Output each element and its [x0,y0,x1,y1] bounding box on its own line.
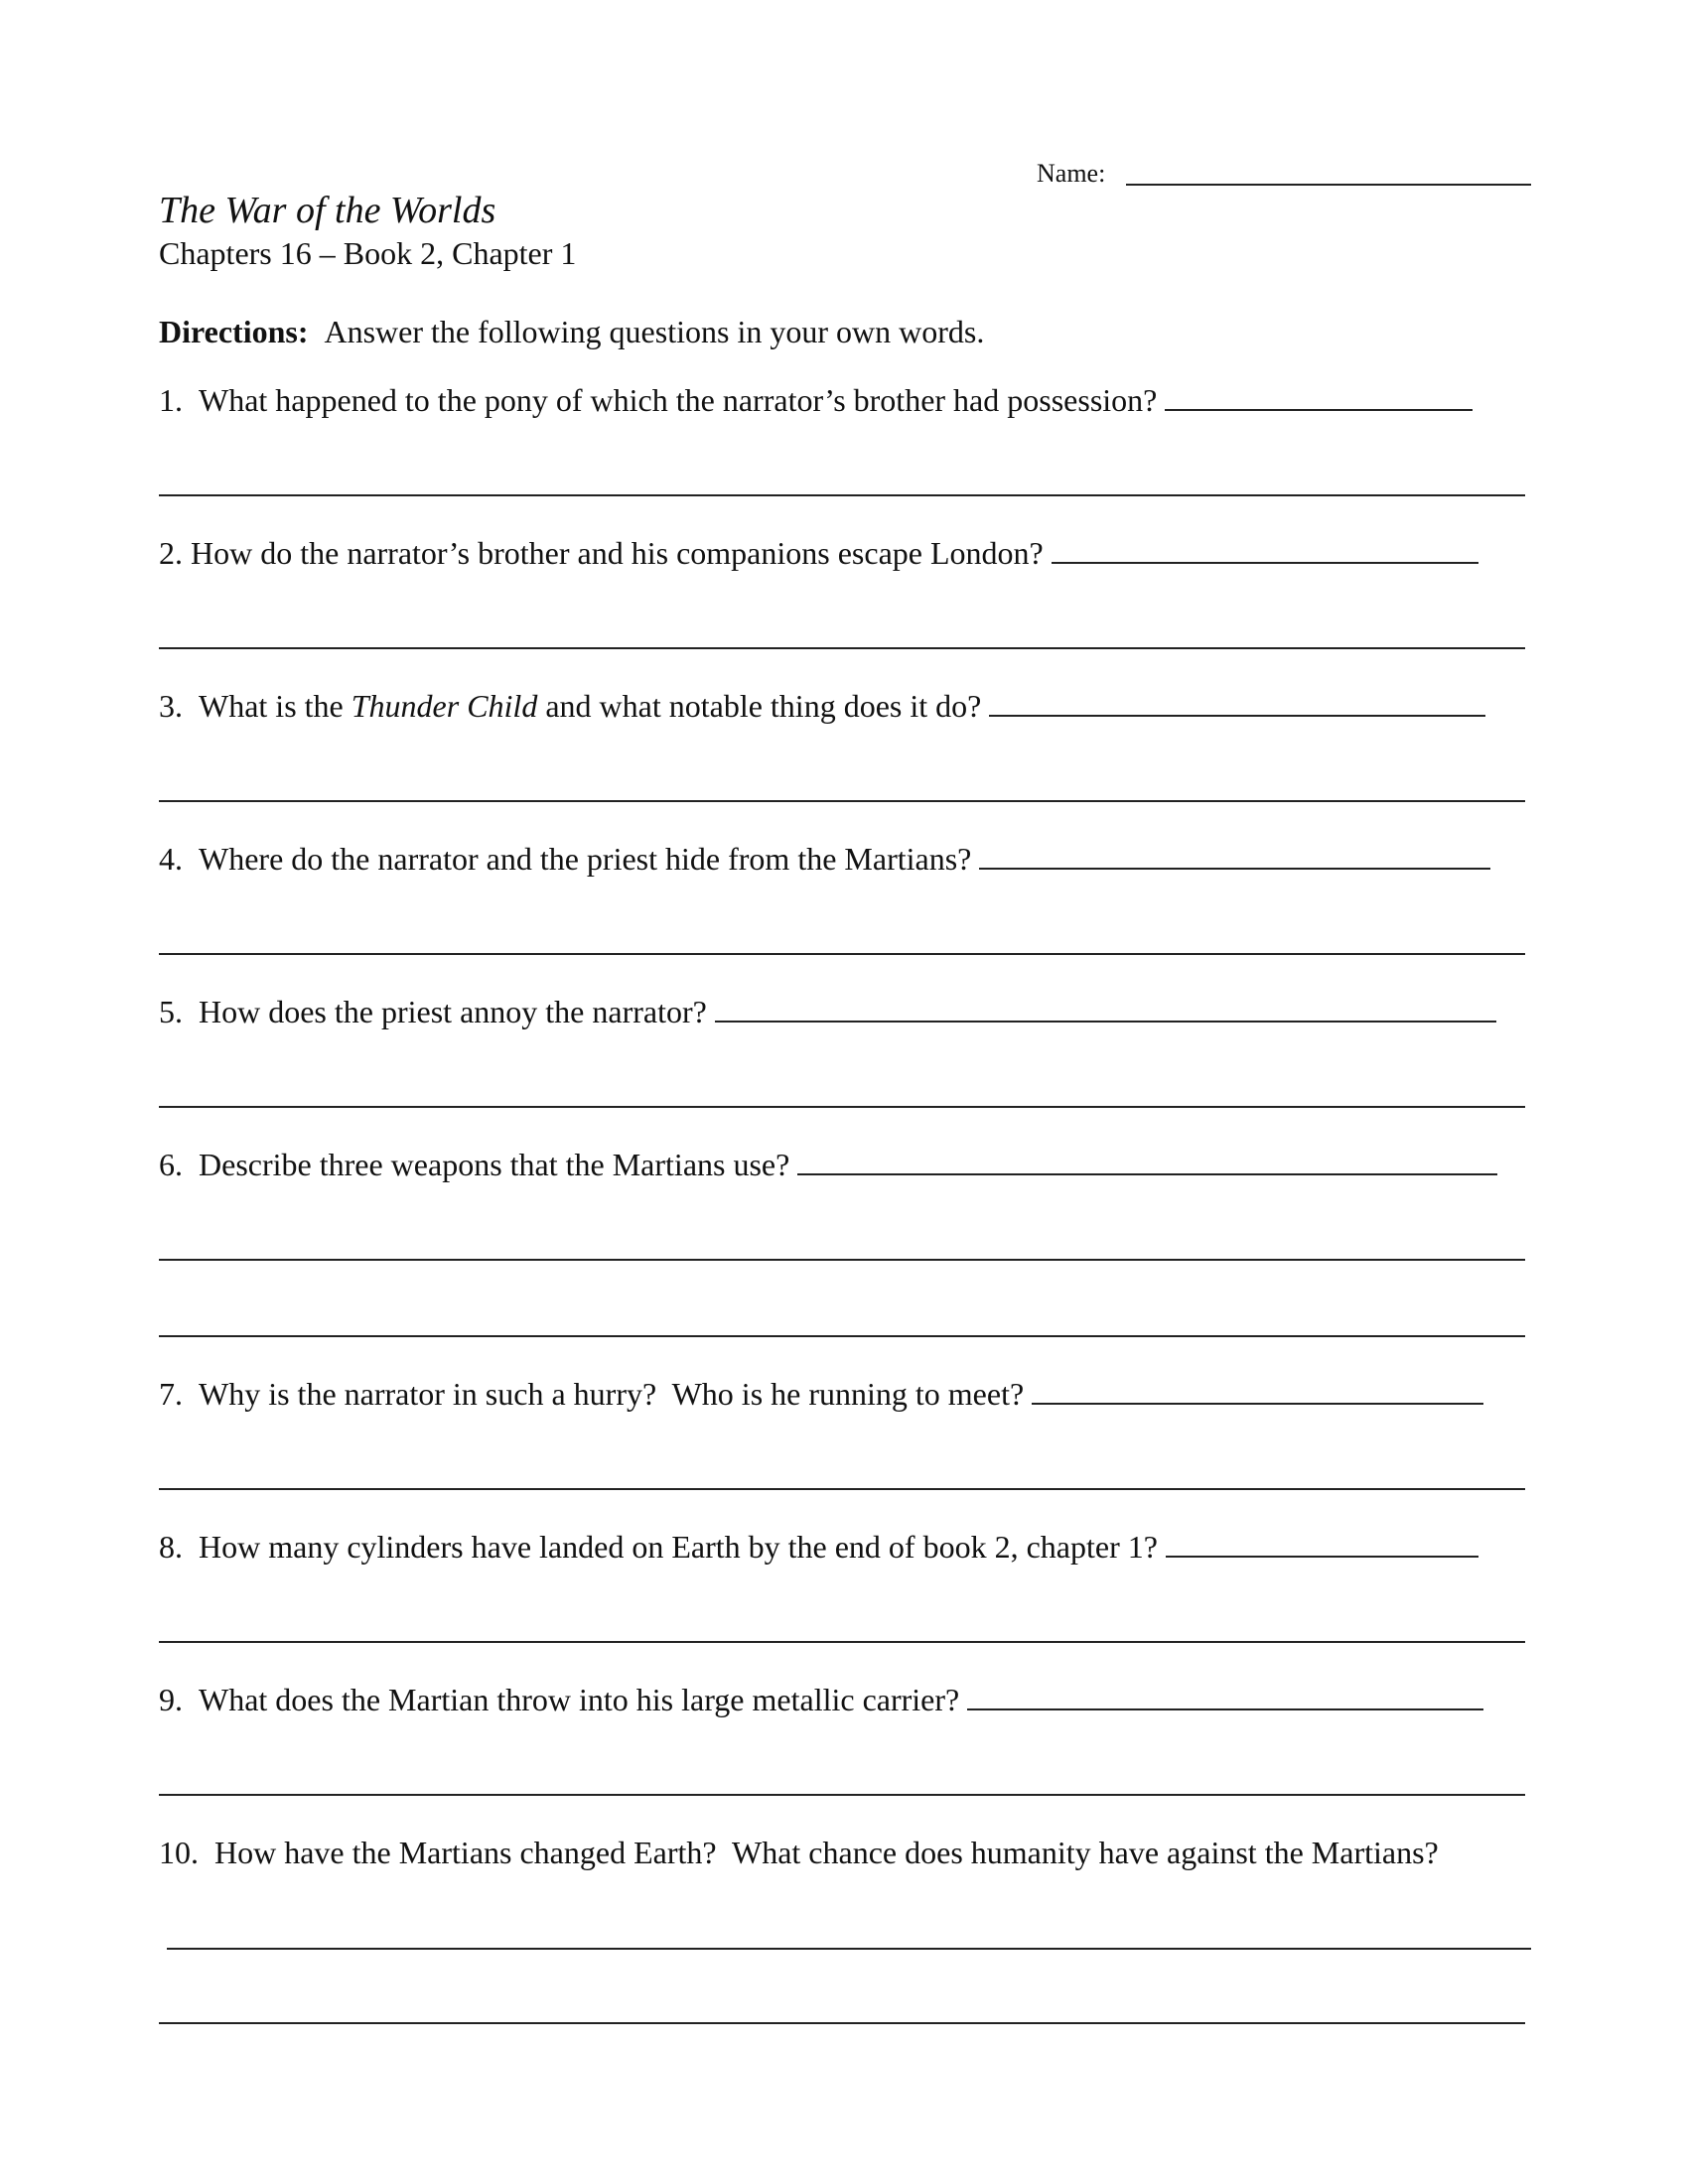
question-8-inline-line[interactable] [1166,1528,1478,1558]
question-text: What happened to the pony of which the narrator’s brother had possession? [199,382,1158,418]
question-10-answer-line-2[interactable] [159,2022,1525,2024]
worksheet-title: The War of the Worlds [159,190,496,231]
question-9-answer-line[interactable] [159,1794,1525,1796]
question-5-answer-line[interactable] [159,1106,1525,1108]
question-4-inline-line[interactable] [979,840,1490,870]
question-number: 8. [159,1529,183,1565]
question-text: How does the priest annoy the narrator? [199,994,707,1029]
question-text: How many cylinders have landed on Earth by the end of book 2, chapter 1? [199,1529,1158,1565]
name-answer-line[interactable] [1126,184,1531,186]
question-6-answer-line-1[interactable] [159,1259,1525,1261]
question-5-inline-line[interactable] [715,993,1496,1023]
question-number: 1. [159,382,183,418]
question-8 [159,1527,1478,1567]
question-2-inline-line[interactable] [1052,534,1478,564]
question-text-after: and what notable thing does it do? [537,688,982,724]
name-label: Name: [1037,159,1106,188]
question-10 [159,1833,1439,1872]
directions [159,313,984,350]
question-8-answer-line[interactable] [159,1641,1525,1643]
question-1 [159,380,1473,420]
question-number: 7. [159,1376,183,1412]
question-6-answer-line-2[interactable] [159,1335,1525,1337]
question-text-before: What is the [199,688,352,724]
question-text: Why is the narrator in such a hurry? Who is he running to meet? [199,1376,1025,1412]
question-text: Describe three weapons that the Martians use? [199,1147,790,1182]
question-7-answer-line[interactable] [159,1488,1525,1490]
question-number: 3. [159,688,183,724]
question-9 [159,1680,1483,1719]
question-number: 2. [159,535,183,571]
question-number: 4. [159,841,183,877]
question-2 [159,533,1478,573]
question-text: How do the narrator’s brother and his companions escape London? [191,535,1044,571]
question-5 [159,992,1496,1031]
question-9-inline-line[interactable] [967,1681,1483,1710]
question-6 [159,1145,1497,1184]
question-3-answer-line[interactable] [159,800,1525,802]
question-number: 10. [159,1835,199,1870]
question-1-answer-line[interactable] [159,494,1525,496]
directions-label: Directions: [159,314,309,349]
question-10-answer-line-1[interactable] [167,1948,1531,1950]
question-7 [159,1374,1483,1414]
question-text: How have the Martians changed Earth? What chance does humanity have against the Martians? [214,1835,1439,1870]
question-2-answer-line[interactable] [159,647,1525,649]
question-number: 9. [159,1682,183,1717]
question-7-inline-line[interactable] [1032,1375,1483,1405]
question-3 [159,686,1485,726]
question-text: Where do the narrator and the priest hide from the Martians? [199,841,972,877]
question-number: 5. [159,994,183,1029]
question-number: 6. [159,1147,183,1182]
question-3-inline-line[interactable] [989,687,1485,717]
question-text: What does the Martian throw into his large metallic carrier? [199,1682,960,1717]
question-6-inline-line[interactable] [797,1146,1497,1175]
question-4 [159,839,1490,879]
worksheet-subtitle: Chapters 16 – Book 2, Chapter 1 [159,235,577,271]
question-text-italic: Thunder Child [351,688,538,724]
question-4-answer-line[interactable] [159,953,1525,955]
directions-text: Answer the following questions in your own words. [324,314,985,349]
question-1-inline-line[interactable] [1165,381,1473,411]
